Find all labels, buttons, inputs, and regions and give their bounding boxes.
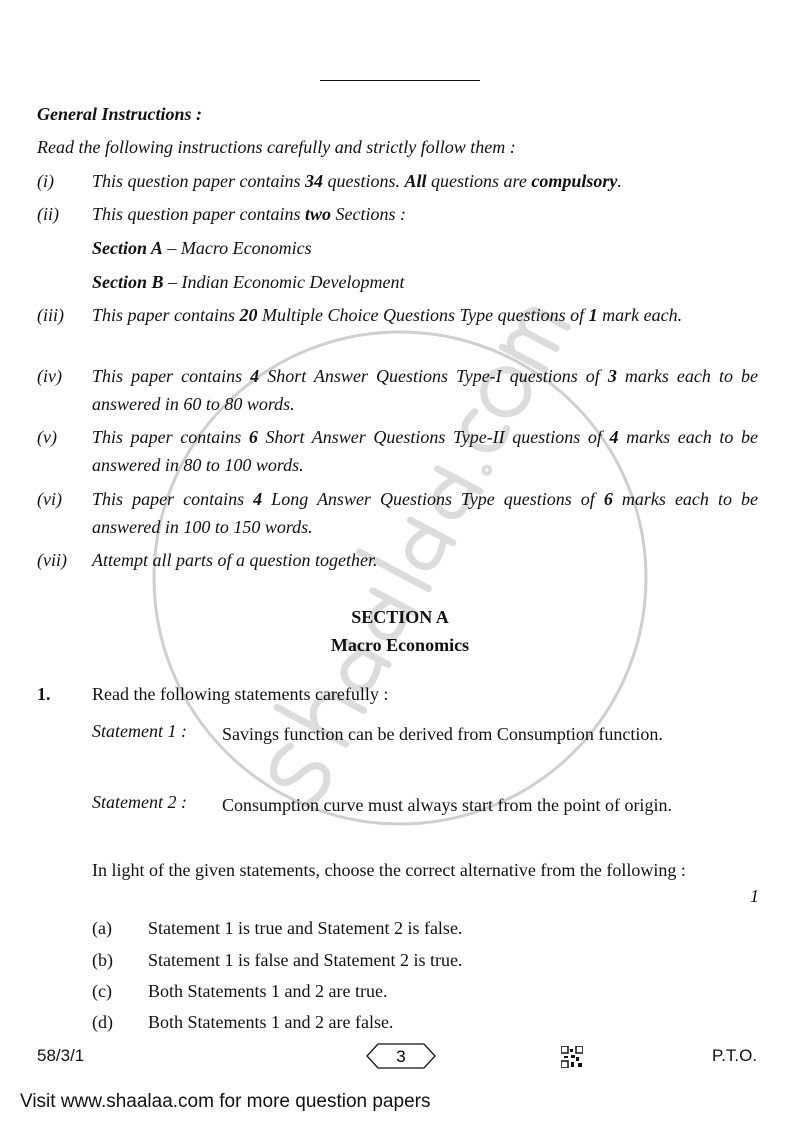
- instruction-text: [92, 301, 758, 329]
- text-segment: – Indian Economic Development: [163, 272, 405, 292]
- text-segment: .: [617, 171, 622, 191]
- text-segment: marks each to be answered in 100 to 150 words.: [92, 489, 759, 537]
- instruction-text: [92, 167, 758, 195]
- paper-code: 58/3/1: [37, 1046, 85, 1065]
- text-segment: marks each to be answered in 80 to 100 words.: [92, 427, 758, 475]
- text-segment: mark each.: [597, 305, 683, 325]
- option-d: Both Statements 1 and 2 are false.: [148, 1012, 394, 1032]
- emphasis: All: [404, 171, 427, 191]
- instruction-number: (v): [37, 427, 57, 447]
- instructions-intro: Read the following instructions carefully and strictly follow them :: [37, 137, 516, 157]
- question-stem: Read the following statements carefully :: [92, 684, 389, 704]
- visit-link[interactable]: Visit www.shaalaa.com for more question papers: [20, 1091, 431, 1112]
- emphasis: 4: [609, 427, 619, 447]
- top-rule: [320, 80, 480, 81]
- option-a: Statement 1 is true and Statement 2 is false.: [148, 918, 463, 938]
- question-prompt: In light of the given statements, choose the correct alternative from the following :: [92, 860, 686, 880]
- statement-1-text: Savings function can be derived from Consumption function.: [222, 724, 663, 744]
- instruction-number: (i): [37, 171, 54, 191]
- emphasis: 1: [588, 305, 598, 325]
- text-segment: Multiple Choice Questions Type questions of: [257, 305, 589, 325]
- option-b: Statement 1 is false and Statement 2 is true.: [148, 950, 463, 970]
- emphasis: Section B: [92, 272, 164, 292]
- instructions-heading: General Instructions :: [37, 104, 203, 124]
- question-number: 1.: [37, 684, 51, 704]
- instruction-number: (ii): [37, 204, 59, 224]
- text-segment: questions are: [426, 171, 532, 191]
- emphasis: two: [305, 204, 332, 224]
- option-c-key: (c): [92, 981, 112, 1001]
- text-segment: This question paper contains: [92, 171, 306, 191]
- section-subtitle: Macro Economics: [330, 635, 470, 655]
- text-segment: This paper contains: [92, 427, 249, 447]
- section-title: SECTION A: [351, 607, 449, 627]
- statement-2-label: Statement 2 :: [92, 792, 187, 812]
- text-segment: Long Answer Questions Type questions of: [262, 489, 604, 509]
- emphasis: 6: [603, 489, 613, 509]
- text-segment: Attempt all parts of a question together.: [92, 550, 378, 570]
- pto-label: P.T.O.: [712, 1046, 758, 1065]
- text-segment: – Macro Economics: [162, 238, 312, 258]
- instruction-text: [92, 546, 758, 574]
- text-segment: Sections :: [331, 204, 407, 224]
- text-segment: Short Answer Questions Type-I questions of: [259, 366, 608, 386]
- page-number: 3: [396, 1047, 406, 1066]
- page-number-badge: [366, 1042, 436, 1070]
- text-segment: This paper contains: [92, 366, 251, 386]
- option-d-key: (d): [92, 1012, 113, 1032]
- text-segment: This question paper contains: [92, 204, 306, 224]
- option-c: Both Statements 1 and 2 are true.: [148, 981, 388, 1001]
- statement-2-text: Consumption curve must always start from the point of origin.: [222, 795, 672, 815]
- instruction-text: [92, 423, 758, 479]
- emphasis: 20: [239, 305, 258, 325]
- instruction-number: (vi): [37, 489, 62, 509]
- instruction-number: (iv): [37, 366, 62, 386]
- emphasis: compulsory: [531, 171, 618, 191]
- text-segment: Short Answer Questions Type-II questions of: [257, 427, 610, 447]
- text-segment: This paper contains: [92, 489, 254, 509]
- text-segment: marks each to be answered in 60 to 80 words.: [92, 366, 758, 414]
- option-b-key: (b): [92, 950, 113, 970]
- emphasis: 6: [248, 427, 258, 447]
- instruction-text: [92, 485, 758, 541]
- emphasis: 4: [253, 489, 263, 509]
- emphasis: Section A: [92, 238, 163, 258]
- option-a-key: (a): [92, 918, 112, 938]
- instruction-text: [92, 362, 758, 418]
- qr-code-icon: [561, 1046, 583, 1068]
- instruction-number: (iii): [37, 305, 64, 325]
- instruction-text: [92, 234, 758, 262]
- text-segment: questions.: [323, 171, 405, 191]
- instruction-text: [92, 268, 758, 296]
- instruction-text: [92, 200, 758, 228]
- emphasis: 3: [607, 366, 617, 386]
- text-segment: This paper contains: [92, 305, 240, 325]
- emphasis: 4: [250, 366, 260, 386]
- statement-1-label: Statement 1 :: [92, 721, 187, 741]
- emphasis: 34: [305, 171, 324, 191]
- question-marks: 1: [750, 886, 759, 906]
- instruction-number: (vii): [37, 550, 67, 570]
